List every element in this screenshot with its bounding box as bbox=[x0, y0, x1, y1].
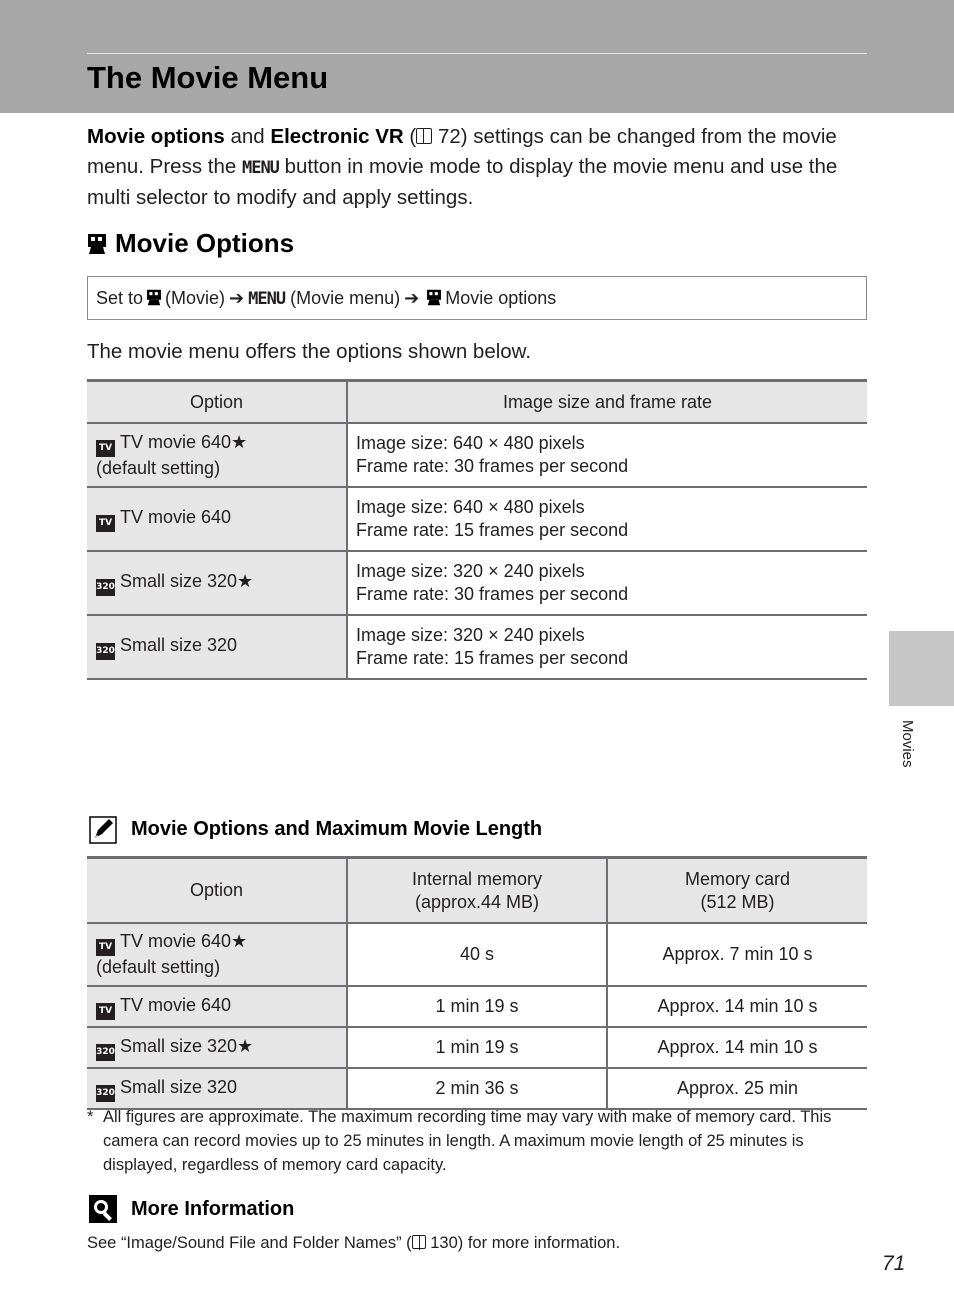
option-name: Small size 320★ bbox=[120, 571, 254, 591]
option-note: (default setting) bbox=[96, 457, 221, 478]
book-reference-icon bbox=[416, 128, 432, 144]
intro-paragraph bbox=[87, 122, 867, 213]
option-name: TV movie 640★ bbox=[120, 431, 248, 452]
more-info-text-part: See “Image/Sound File and Folder Names” ( bbox=[87, 1234, 412, 1252]
option-cell bbox=[87, 551, 347, 615]
table-row bbox=[87, 1027, 867, 1068]
set-to-path-box bbox=[87, 276, 867, 320]
header-rule bbox=[87, 53, 867, 54]
internal-memory-cell: 1 min 19 s bbox=[347, 986, 607, 1027]
table-row bbox=[87, 551, 867, 615]
column-header-text: Internal memory bbox=[411, 868, 543, 889]
column-header-text: Option bbox=[189, 880, 244, 900]
arrow-right-icon: ➔ bbox=[404, 288, 420, 308]
table-row bbox=[87, 615, 867, 679]
more-info-text-part: 130) for more information. bbox=[425, 1234, 621, 1252]
table-row bbox=[87, 423, 867, 487]
movie-length-table bbox=[87, 856, 867, 1110]
value-cell bbox=[347, 615, 867, 679]
tv-movie-icon: TV bbox=[96, 939, 115, 956]
page-title: The Movie Menu bbox=[87, 60, 329, 95]
value-cell bbox=[347, 551, 867, 615]
intro-bold-electronic-vr: Electronic VR bbox=[270, 125, 404, 148]
intro-text: button in movie mode to display the movie menu and use the multi selector to modify and apply settings. bbox=[87, 154, 838, 209]
option-cell bbox=[87, 1027, 347, 1068]
option-name: Small size 320 bbox=[120, 635, 238, 655]
option-cell bbox=[87, 487, 347, 551]
internal-memory-cell: 40 s bbox=[347, 923, 607, 986]
note-heading: Movie Options and Maximum Movie Length bbox=[131, 818, 543, 840]
table-header-row bbox=[87, 381, 867, 424]
column-header bbox=[87, 858, 347, 924]
book-reference-icon bbox=[412, 1235, 426, 1249]
option-name: TV movie 640★ bbox=[120, 931, 248, 951]
intro-text: and bbox=[224, 125, 271, 148]
table-row bbox=[87, 986, 867, 1027]
menu-button-glyph: MENU bbox=[241, 157, 279, 178]
column-header-text: Memory card bbox=[684, 868, 791, 889]
small-size-icon: 320 bbox=[96, 643, 115, 660]
memory-card-cell: Approx. 14 min 10 s bbox=[607, 1027, 867, 1068]
intro-bold-movie-options: Movie options bbox=[87, 125, 225, 148]
arrow-right-icon: ➔ bbox=[229, 288, 245, 308]
column-header: Option bbox=[87, 381, 347, 424]
footnote-marker: * bbox=[87, 1108, 94, 1126]
intro-text: 72) settings can be changed from the movie menu. Press the bbox=[87, 125, 837, 178]
frame-rate: Frame rate: 30 frames per second bbox=[356, 456, 629, 476]
set-to-prefix: Set to bbox=[96, 288, 144, 308]
image-size: Image size: 640 × 480 pixels bbox=[356, 497, 585, 517]
lead-text: The movie menu offers the options shown below. bbox=[87, 340, 532, 363]
set-to-options: Movie options bbox=[445, 288, 557, 308]
option-cell bbox=[87, 1068, 347, 1109]
table-header-row bbox=[87, 858, 867, 924]
menu-button-glyph: MENU bbox=[248, 289, 286, 309]
memory-card-cell: Approx. 14 min 10 s bbox=[607, 986, 867, 1027]
page-number: 71 bbox=[882, 1252, 906, 1275]
column-header bbox=[347, 858, 607, 924]
chapter-tab bbox=[889, 631, 954, 706]
tv-movie-icon: TV bbox=[96, 1003, 115, 1020]
frame-rate: Frame rate: 30 frames per second bbox=[356, 584, 629, 604]
column-header-subtext: (512 MB) bbox=[700, 891, 775, 912]
footnote-text: All figures are approximate. The maximum recording time may vary with make of memory card. This camera can record movies up to 25 minutes in length. A maximum movie length of 25 minutes is displayed, regardless of memory card capacity. bbox=[103, 1108, 832, 1174]
option-name: TV movie 640 bbox=[120, 507, 232, 527]
image-size: Image size: 320 × 240 pixels bbox=[356, 561, 585, 581]
option-cell bbox=[87, 615, 347, 679]
value-cell bbox=[347, 487, 867, 551]
small-size-icon: 320 bbox=[96, 1044, 115, 1061]
internal-memory-cell: 1 min 19 s bbox=[347, 1027, 607, 1068]
table-row bbox=[87, 1068, 867, 1109]
option-name: Small size 320★ bbox=[120, 1035, 254, 1056]
set-to-movie: (Movie) bbox=[165, 288, 226, 308]
option-cell bbox=[87, 986, 347, 1027]
more-info-text bbox=[87, 1234, 620, 1253]
value-cell bbox=[347, 423, 867, 487]
frame-rate: Frame rate: 15 frames per second bbox=[356, 648, 629, 668]
internal-memory-cell: 2 min 36 s bbox=[347, 1068, 607, 1109]
more-info-icon bbox=[88, 1194, 118, 1224]
section-title bbox=[87, 228, 294, 259]
image-size: Image size: 320 × 240 pixels bbox=[356, 625, 585, 645]
option-cell bbox=[87, 423, 347, 487]
image-size: Image size: 640 × 480 pixels bbox=[356, 433, 585, 453]
footnote bbox=[87, 1105, 867, 1177]
set-to-menu: (Movie menu) bbox=[290, 288, 401, 308]
column-header: Image size and frame rate bbox=[347, 381, 867, 424]
frame-rate: Frame rate: 15 frames per second bbox=[356, 520, 629, 540]
option-name: TV movie 640 bbox=[120, 994, 232, 1015]
header-band bbox=[0, 0, 954, 113]
chapter-tab-label: Movies bbox=[899, 720, 916, 768]
option-name: Small size 320 bbox=[120, 1076, 238, 1097]
tv-movie-icon: TV bbox=[96, 440, 115, 457]
movie-mode-icon bbox=[426, 289, 442, 306]
movie-mode-icon bbox=[146, 289, 162, 306]
section-title-text: Movie Options bbox=[115, 228, 295, 258]
movie-options-table bbox=[87, 379, 867, 680]
tv-movie-icon: TV bbox=[96, 515, 115, 532]
table-row bbox=[87, 923, 867, 986]
movie-camera-icon bbox=[87, 233, 107, 255]
small-size-icon: 320 bbox=[96, 579, 115, 596]
table-row bbox=[87, 487, 867, 551]
more-info-heading: More Information bbox=[131, 1198, 295, 1220]
option-note: (default setting) bbox=[96, 957, 221, 977]
pencil-note-icon bbox=[89, 816, 117, 844]
intro-text: ( bbox=[403, 125, 417, 148]
column-header bbox=[607, 858, 867, 924]
memory-card-cell: Approx. 7 min 10 s bbox=[607, 923, 867, 986]
option-cell bbox=[87, 923, 347, 986]
memory-card-cell: Approx. 25 min bbox=[607, 1068, 867, 1109]
small-size-icon: 320 bbox=[96, 1085, 115, 1102]
column-header-subtext: (approx.44 MB) bbox=[414, 891, 540, 912]
